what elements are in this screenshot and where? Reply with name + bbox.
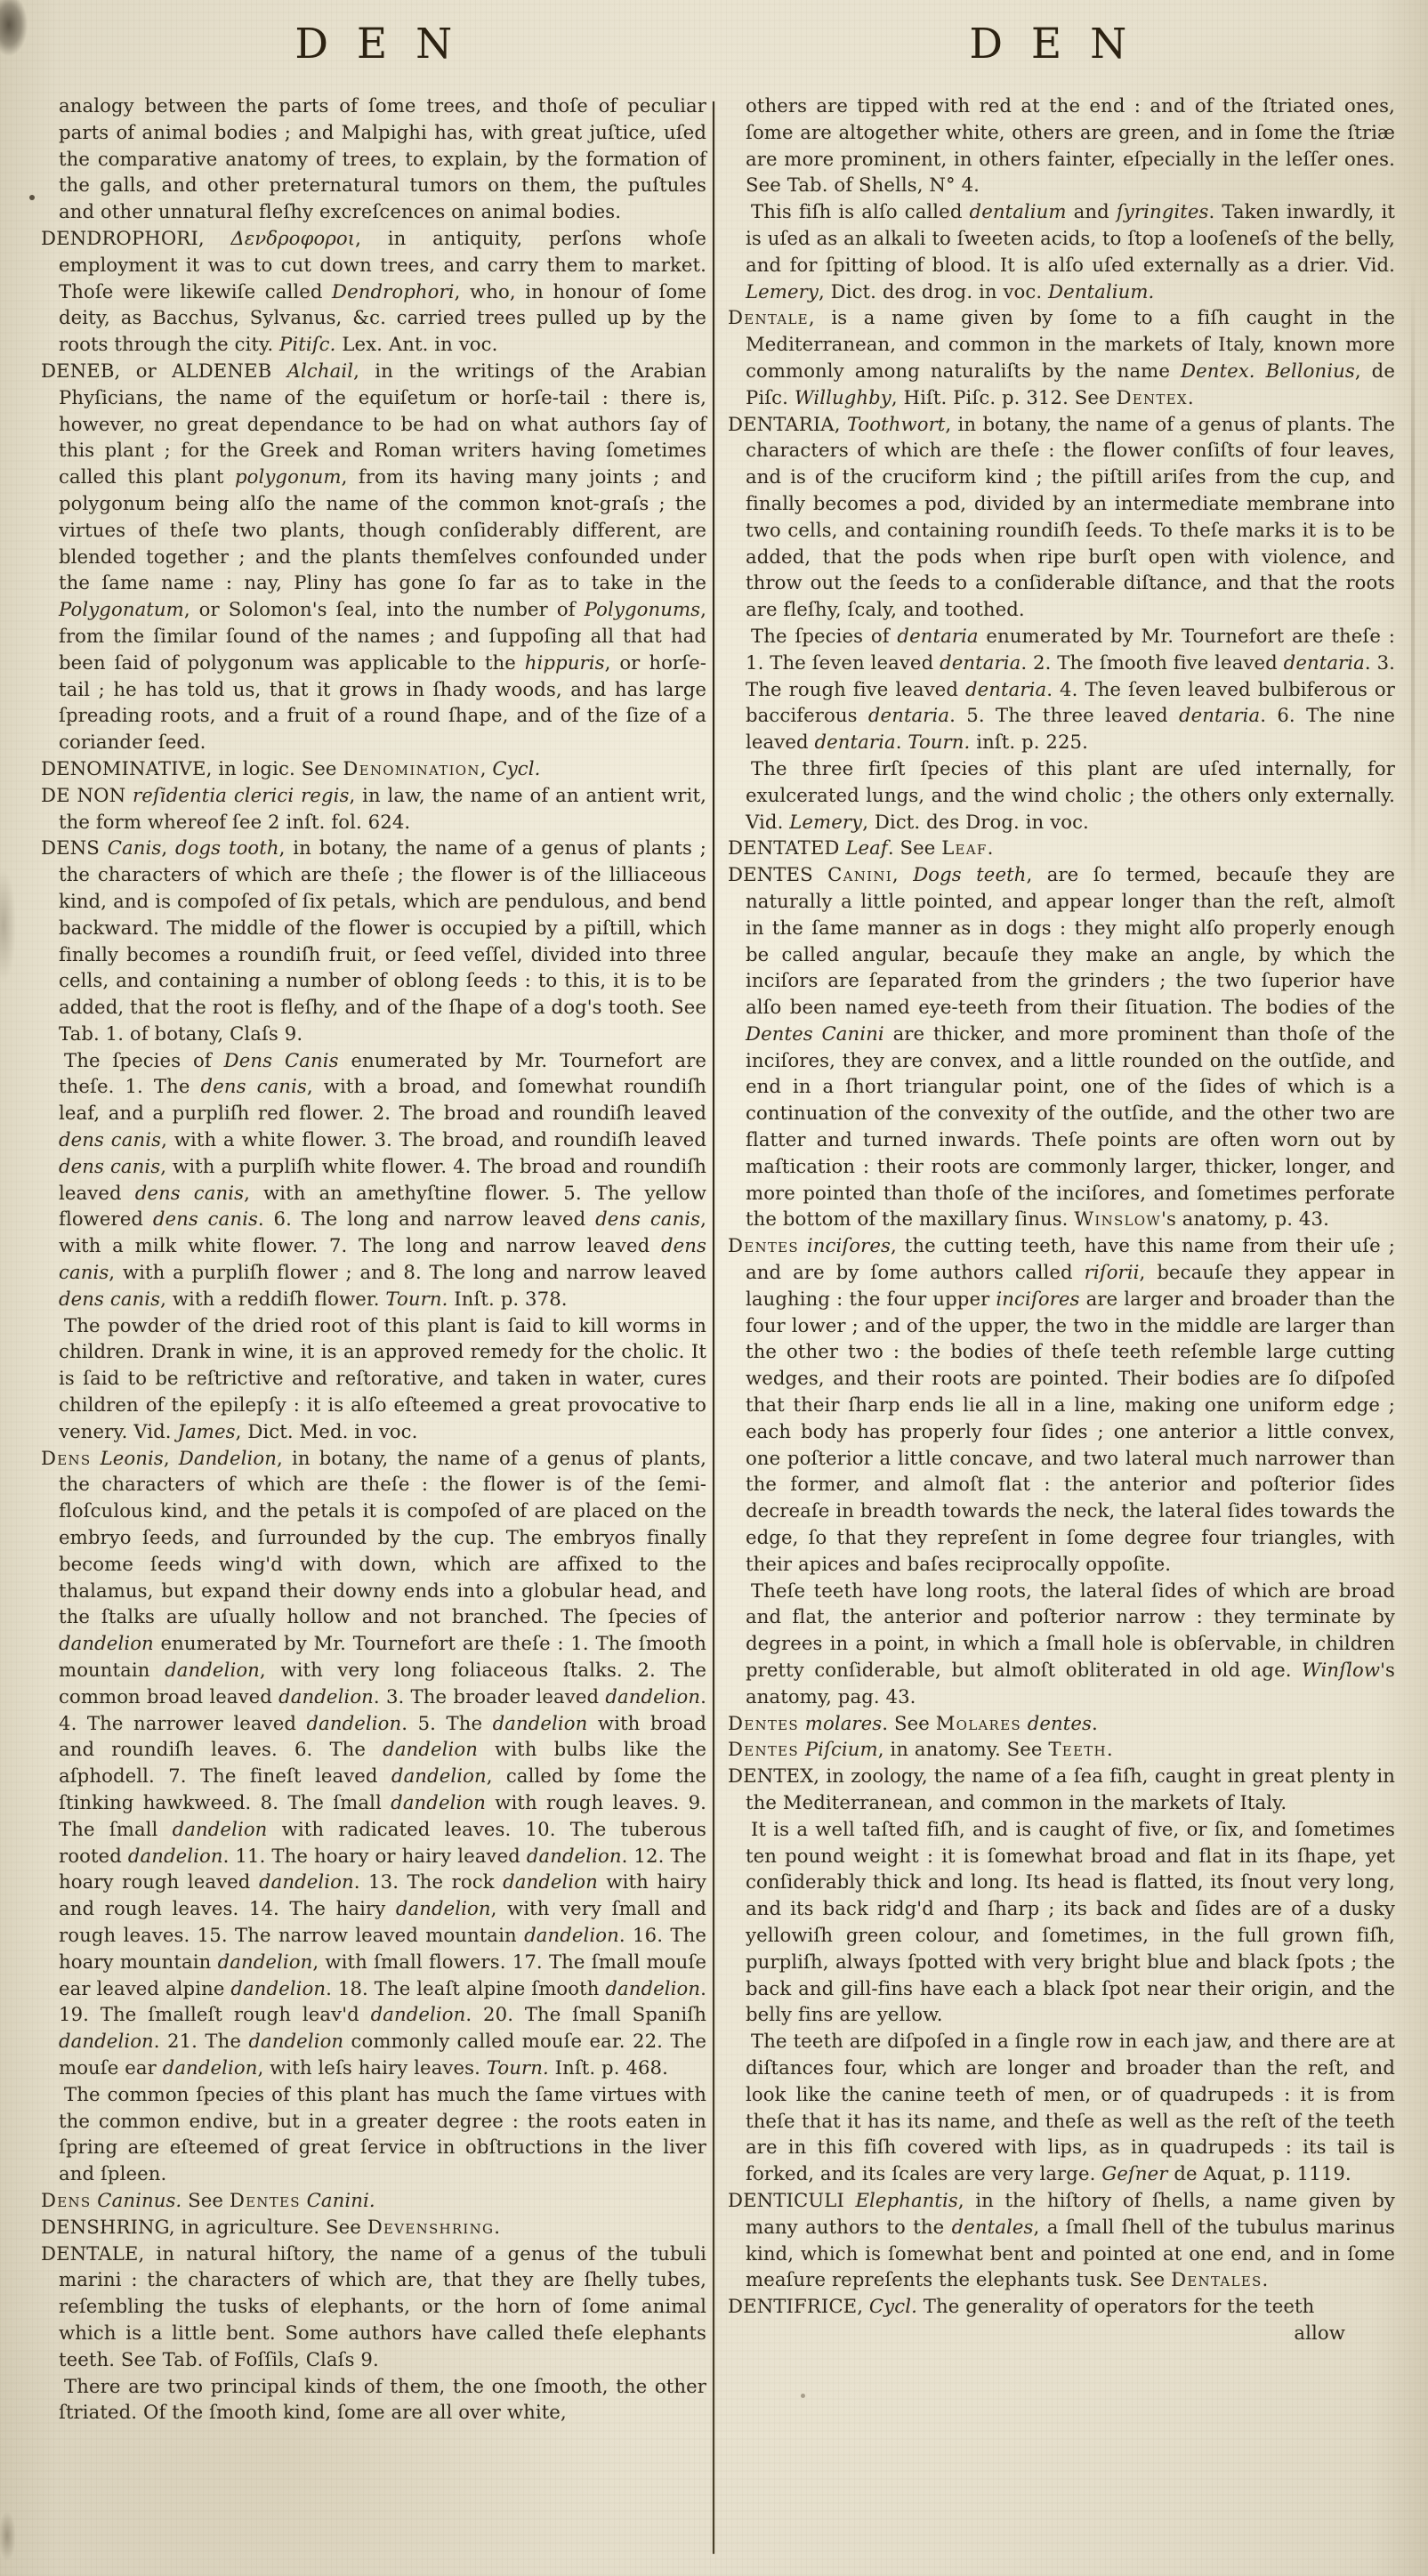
text-segment: , is a name given by ſome to a fiſh caught in the Mediterranean, and common in the markets of Italy, known more commonly among naturaliſts by the name — [746, 306, 1395, 382]
entry-block — [728, 2293, 1395, 2320]
text-segment: dens canis — [59, 1154, 161, 1177]
text-segment: , — [480, 756, 493, 779]
paragraph-block — [728, 1578, 1395, 1710]
text-segment: dens canis — [595, 1207, 701, 1231]
text-segment: Dentex — [1116, 385, 1188, 408]
text-segment: , with an amethyſtine flower. 5. The yellow flowered — [59, 1181, 706, 1231]
entry-block — [41, 358, 706, 755]
text-segment: . 4. The ſeven leaved bulbiferous or bacciferous — [746, 677, 1395, 727]
text-segment: Dentales — [1171, 2268, 1263, 2291]
text-segment: . — [987, 836, 994, 860]
text-segment — [799, 1234, 807, 1256]
text-segment: dandelion — [278, 1684, 374, 1708]
text-segment: , with very long foliaceous ſtalks. 2. The common broad leaved — [59, 1659, 707, 1708]
text-segment: are thicker, and more prominent than thoſe of the inciſores, they are convex, and a little rounded on the outſide, and end in a ſhort triangular point, one of the ſides of which is a continuation of the convexity of the outſide, and the other two are flatter and turned inwards. Theſe points are often worn out by maſtication : their roots are commonly larger, thicker, longer, and more pointed than thoſe of the inciſores, and ſometimes perforate the bottom of the maxillary ſinus. — [746, 1022, 1396, 1231]
text-segment: dandelion — [59, 1632, 154, 1655]
text-segment: , in botany, the name of a genus of plants, the characters of which are theſe : the flower is of the ſemi-floſculous kind, and the petals it is compoſed of are placed on the embryo ſeeds, and ſurrounded by the cup. The embryos finally become ſeeds wing'd with down, which are affixed to the thalamus, but expand their downy ends into a globular head, and the ſtalks are uſually hollow and not branched. The ſpecies of — [59, 1446, 707, 1628]
ink-speck — [29, 195, 35, 200]
text-segment: de Aquat, p. 1119. — [1167, 2162, 1351, 2185]
text-segment: dandelion — [172, 1817, 268, 1840]
text-segment: , — [163, 1446, 179, 1469]
text-segment: dentaria — [1283, 650, 1365, 674]
paragraph-block — [41, 2081, 706, 2187]
text-segment: Dentex. Bellonius — [1181, 359, 1355, 382]
text-segment: . — [1187, 385, 1194, 408]
text-segment: , Hiſt. Piſc. p. 312. See — [891, 385, 1117, 408]
text-segment: , in antiquity, perſons whoſe employment it was to cut down trees, and carry them to market. Thoſe were likewiſe called — [59, 226, 707, 303]
text-segment: Toothwort — [846, 412, 946, 435]
text-segment: , from the ſimilar ſound of the names ; and ſuppoſing all that had been ſaid of polygonum was applicable to the — [59, 598, 706, 674]
text-segment: Dandelion — [178, 1446, 278, 1469]
text-segment: dentaria — [814, 731, 896, 754]
text-segment: DENEB, or ALDENEB — [41, 359, 287, 382]
text-segment: It is a well taſted fiſh, and is caught of five, or ſix, and ſometimes ten pound weight : it is ſomewhat broad and flat in its ſhape, yet conſiderably thick and long. Its head is flatted, its ſnout very long, and its back ridg'd and ſharp ; its back and ſides are of a dusky yellowiſh green colour, and ſometimes, in the full grown fiſh, purpliſh, always ſpotted with very bright blue and black ſpots ; the back and gill-fins have each a black ſpot near their origin, and the belly fins are yellow. — [746, 1817, 1395, 2026]
text-segment: . See — [882, 1711, 936, 1734]
text-segment: , in the writings of the Arabian Phyſicians, the name of the equiſetum or horſe-tail : there is, however, no great dependance to be had on what authors ſay of this plant ; for the Greek and Roman writers having ſometimes called this plant — [59, 359, 706, 489]
text-segment: Dens — [41, 1446, 92, 1469]
paragraph-block — [728, 2028, 1395, 2187]
text-segment: Teeth — [1048, 1738, 1107, 1761]
text-segment: DENTICULI — [728, 2188, 856, 2211]
text-segment: dentales — [951, 2215, 1034, 2238]
entry-block — [728, 1736, 1395, 1763]
text-segment: dogs tooth — [175, 836, 279, 860]
paragraph-block — [41, 1312, 706, 1445]
text-segment: Leaf — [941, 836, 988, 860]
text-segment: dens canis — [59, 1287, 161, 1310]
text-segment — [799, 1738, 805, 1760]
text-segment: DENTIFRICE, — [728, 2295, 869, 2318]
text-segment: Leonis — [100, 1446, 164, 1469]
text-segment: dentaria — [964, 677, 1047, 700]
text-segment: dandelion — [526, 1844, 622, 1867]
text-segment: , with a broad, and ſomewhat roundiſh leaf, and a purpliſh red flower. 2. The broad and roundiſh leaved — [59, 1075, 707, 1125]
text-segment: Dentes — [229, 2188, 301, 2211]
text-segment: Cycl. — [868, 2295, 917, 2318]
text-segment: , a ſmall ſhell of the tubulus marinus kind, which is ſomewhat bent and pointed at one end, and in ſome meaſure repreſents the elephants tusk. See — [746, 2215, 1395, 2291]
text-segment: . 21. The — [153, 2030, 249, 2053]
text-segment: allow — [1294, 2321, 1345, 2344]
text-segment: dens canis — [200, 1075, 307, 1098]
text-segment — [91, 1447, 100, 1469]
text-segment: . 3. The broader leaved — [373, 1684, 606, 1708]
text-segment: dandelion — [162, 2055, 258, 2079]
entry-block — [728, 835, 1395, 861]
entry-block — [728, 2187, 1395, 2293]
text-segment: , Dict. des drog. in voc. — [818, 279, 1049, 303]
text-segment: The ſpecies of — [751, 624, 898, 647]
text-segment: inſt. p. 225. — [970, 731, 1088, 754]
entry-block — [41, 755, 706, 782]
text-segment: dens canis — [134, 1181, 245, 1204]
text-segment: DENSHRING, in agriculture. See — [41, 2215, 367, 2238]
text-segment: enumerated by Mr. Tournefort are theſe : 1. The ſeven leaved — [746, 624, 1395, 674]
text-segment: Cycl. — [492, 756, 541, 779]
text-segment: , the cutting teeth, have this name from their uſe ; and are by ſome authors called — [746, 1234, 1395, 1284]
text-segment: DENTALE, in natural hiſtory, the name of a genus of the tubuli marini : the characters of which are, that they are ſhelly tubes, reſembling the tusks of elephants, or the horn of ſome animal which is a little bent. Some authors have called theſe elephants teeth. See Tab. of Foſſils, Claſs 9. — [41, 2241, 706, 2370]
text-segment: Alchail — [286, 359, 354, 382]
text-segment: . 5. The three leaved — [949, 704, 1179, 727]
running-head-left: D E N — [294, 20, 460, 69]
text-segment: dens canis — [59, 1128, 162, 1151]
text-segment: reſidentia clerici regis — [133, 783, 350, 806]
entry-block — [728, 1232, 1395, 1577]
paragraph-block — [728, 198, 1395, 304]
text-segment: dentaria — [897, 624, 979, 647]
text-segment: DENDROPHORI, — [41, 226, 231, 249]
text-segment: Dentalium. — [1048, 279, 1155, 303]
left-column — [41, 93, 706, 2426]
paragraph-block — [728, 1816, 1395, 2028]
text-segment: DE NON — [41, 783, 133, 806]
text-segment — [799, 1712, 805, 1734]
text-segment: . 5. The — [401, 1711, 493, 1734]
text-segment: with hairy and rough leaves. 14. The hairy — [59, 1870, 706, 1920]
text-segment: Theſe teeth have long roots, the lateral ſides of which are broad and flat, the anterior and poſterior narrow : they terminate by degrees in a point, in which a ſmall hole is obſervable, in children pretty conſiderable, but almoſt obliterated in old age. — [746, 1579, 1395, 1682]
text-segment: DENTES — [728, 863, 828, 886]
text-segment: . 19. The ſmalleſt rough leav'd — [59, 1976, 706, 2026]
entry-block — [728, 1763, 1395, 1816]
text-segment: Polygonums — [584, 598, 701, 621]
entry-block — [41, 1445, 706, 2081]
text-segment: Dogs teeth — [913, 863, 1027, 886]
text-segment: commonly called mouſe ear. 22. The mouſe ear — [59, 2030, 707, 2079]
paragraph-block — [41, 1047, 706, 1312]
text-segment: Willughby — [794, 385, 891, 408]
text-segment: Winslow — [1074, 1207, 1162, 1231]
text-segment: 's anatomy, p. 43. — [1161, 1207, 1329, 1231]
running-head-right: D E N — [969, 20, 1134, 69]
text-segment: Dentale — [728, 306, 809, 329]
text-segment: Dentes — [728, 1738, 799, 1761]
text-segment: and — [1066, 200, 1117, 223]
text-segment: inciſores — [806, 1234, 891, 1257]
text-segment: Canini. — [306, 2188, 375, 2211]
text-segment: , with a purpliſh white flower. 4. The broad and roundiſh leaved — [59, 1154, 706, 1204]
text-segment: dandelion — [248, 2030, 344, 2053]
text-segment: . 6. The nine leaved — [746, 704, 1395, 754]
text-segment: . See — [887, 836, 942, 860]
text-segment: . — [494, 2215, 501, 2238]
entry-block — [41, 782, 706, 836]
text-segment: Tourn. — [486, 2055, 549, 2079]
entry-block — [41, 2241, 706, 2373]
text-segment: DENS — [41, 836, 108, 860]
text-segment: polygonum — [234, 465, 342, 489]
text-segment: , are ſo termed, becauſe they are naturally a little pointed, and appear longer than the reſt, almoſt in the ſame manner as in dogs : they might alſo properly enough be called angular, becauſe they make an angle, by which the inciſors are ſeparated from the grinders ; the two ſuperior have alſo been named eye-teeth from their ſituation. The bodies of the — [746, 863, 1396, 1019]
text-segment: with rough leaves. 9. The ſmall — [59, 1791, 706, 1840]
text-segment: . 20. The ſmall Spaniſh — [465, 2003, 706, 2026]
text-segment: dandelion — [391, 1791, 486, 1813]
paragraph-block — [728, 755, 1395, 835]
text-segment — [301, 2189, 307, 2211]
text-segment: inciſores — [996, 1287, 1080, 1310]
text-segment: dens canis — [59, 1234, 706, 1284]
text-segment: dentaria — [1178, 704, 1261, 727]
text-segment: , in the hiſtory of ſhells, a name given by many authors to the — [746, 2188, 1395, 2238]
text-segment: Leaf — [845, 836, 888, 860]
text-segment: , — [891, 863, 914, 886]
text-segment: dens canis — [152, 1207, 258, 1231]
text-segment: Denomination — [343, 756, 480, 779]
text-segment: dandelion — [524, 1923, 619, 1946]
text-segment: dandelion — [391, 1764, 487, 1788]
text-segment: The powder of the dried root of this plant is ſaid to kill worms in children. Drank in wine, it is an approved remedy for the cholic. It is ſaid to be reſtrictive and reſtorative, and taken in water, cures children of the epilepſy : it is alſo eſteemed a great provocative to venery. Vid. — [59, 1313, 706, 1442]
text-segment: There are two principal kinds of them, the one ſmooth, the other ſtriated. Of the ſmooth kind, ſome are all over white, — [59, 2374, 706, 2424]
text-segment: Tourn. — [908, 731, 971, 754]
text-segment: Canini — [827, 863, 892, 886]
text-segment: , or horſe-tail ; he has told us, that it grows in ſhady woods, and has large ſpreading roots, and a fruit of a round ſhape, and of the ſize of a coriander ſeed. — [59, 650, 706, 754]
entry-block — [728, 1710, 1395, 1737]
text-segment: dentes — [1027, 1711, 1093, 1734]
text-segment: Lex. Ant. in voc. — [335, 333, 498, 356]
text-segment: James — [177, 1419, 236, 1442]
text-segment: , in law, the name of an antient writ, the form whereof ſee 2 inſt. fol. 624. — [59, 783, 706, 833]
text-segment: , Dict. des Drog. in voc. — [862, 810, 1089, 833]
text-segment: dandelion — [127, 1844, 223, 1867]
text-segment: with broad and roundiſh leaves. 6. The — [59, 1711, 706, 1761]
text-segment: . 13. The rock — [353, 1870, 504, 1894]
text-segment: DENTEX, in zoology, the name of a ſea fiſh, caught in great plenty in the Mediterranean, and common in the markets of Italy. — [728, 1764, 1395, 1813]
text-segment: , in botany, the name of a genus of plants ; the characters of which are theſe ; the flower is of the lilliaceous kind, and is compoſed of ſix petals, which are pendulous, and bend backward. The middle of the flower is occupied by a piſtill, which finally becomes a roundiſh fruit, or ſeed veſſel, divided into three cells, and containing a number of oblong ſeeds : to this, it is to be added, that the root is fleſhy, and of the ſhape of a dog's tooth. See Tab. 1. of botany, Claſs 9. — [59, 836, 707, 1045]
text-segment: with radicated leaves. 10. The tuberous rooted — [59, 1817, 706, 1867]
continued-paragraph — [728, 93, 1395, 198]
text-segment: , in botany, the name of a genus of plants. The characters of which are theſe : the flower conſiſts of four leaves, and is of the cruciform kind ; the piſtill ariſes from the cup, and finally becomes a pod, divided by an intermediate membrane into two cells, and containing roundiſh ſeeds. To theſe marks it is to be added, that the pods when ripe burſt open with violence, and throw out the ſeeds to a conſiderable diſtance, and that the roots are fleſhy, ſcaly, and toothed. — [746, 412, 1395, 621]
paragraph-block — [728, 623, 1395, 755]
text-segment: . 3. The rough five leaved — [746, 650, 1395, 700]
text-segment: others are tipped with red at the end : and of the ſtriated ones, ſome are altogether white, others are green, and in ſome the ſtriæ are more prominent, in others fainter, eſpecially in the leſſer ones. See Tab. of Shells, N° 4. — [746, 94, 1395, 197]
text-segment: , — [161, 836, 175, 860]
catchword — [728, 2320, 1395, 2346]
text-segment: , with ſmall flowers. 17. The ſmall mouſe ear leaved alpine — [59, 1950, 706, 1999]
text-segment: molares — [804, 1711, 883, 1734]
text-segment: Inſt. p. 378. — [448, 1287, 568, 1310]
text-segment: This fiſh is alſo called — [751, 200, 970, 223]
text-segment: are larger and broader than the four lower ; and of the upper, the two in the middle are larger than the other two : the bodies of theſe teeth reſemble large cutting wedges, and their roots are pointed. Their bodies are ſo diſpoſed that their ſharp ends lie all in a line, making one uniform edge ; each body has properly four ſides ; one anterior a little convex, one poſterior a little concave, and two lateral much narrower than the former, and almoſt flat : the anterior and poſterior ſides decreaſe in breadth towards the neck, the lateral ſides towards the edge, ſo that they repreſent in ſome degree four triangles, with their apices and baſes reciprocally oppoſite. — [746, 1287, 1395, 1575]
text-segment: Tourn. — [385, 1287, 448, 1310]
text-segment: DENOMINATIVE, in logic. See — [41, 756, 343, 779]
text-segment: dandelion — [59, 2030, 154, 2053]
text-segment: dandelion — [370, 2003, 466, 2026]
text-segment: enumerated by Mr. Tournefort are theſe. 1. The — [59, 1048, 706, 1098]
text-segment: Winſlow — [1302, 1659, 1381, 1682]
text-segment: , with leſs hairy leaves. — [257, 2055, 487, 2079]
text-segment: . 16. The hoary mountain — [59, 1923, 706, 1973]
text-segment: . 2. The ſmooth five leaved — [1021, 650, 1284, 674]
entry-block — [728, 304, 1395, 410]
text-segment: Geſner — [1101, 2162, 1168, 2185]
text-segment: analogy between the parts of ſome trees, and thoſe of peculiar parts of animal bodies ; and Malpighi has, with great juſtice, uſed the comparative anatomy of trees, to explain, by the formation of the galls, and other preternatural tumors on them, the puſtules and other unnatural fleſhy excreſcences on animal bodies. — [59, 94, 706, 223]
text-segment: dandelion — [306, 1711, 402, 1734]
text-segment: Lemery — [789, 810, 863, 833]
paragraph-block — [41, 2373, 706, 2427]
text-segment: with bulbs like the aſphodell. 7. The fineſt leaved — [59, 1738, 706, 1788]
text-segment: dandelion — [492, 1711, 588, 1734]
text-segment: Caninus. — [97, 2188, 182, 2211]
text-segment: . — [895, 731, 908, 754]
text-segment: dentaria — [867, 704, 950, 727]
text-segment: See — [182, 2188, 230, 2211]
text-segment: Lemery — [746, 279, 819, 303]
text-segment: , with a reddiſh flower. — [160, 1287, 386, 1310]
column-divider-rule — [713, 101, 714, 2554]
text-segment: DENTARIA, — [728, 412, 847, 435]
text-segment: dandelion — [605, 1976, 701, 1999]
entry-block — [41, 2214, 706, 2241]
text-segment: dandelion — [165, 1659, 260, 1682]
text-segment: . 11. The hoary or hairy leaved — [222, 1844, 527, 1867]
text-segment: . 4. The narrower leaved — [59, 1684, 706, 1734]
text-segment — [1021, 1712, 1028, 1734]
text-segment: dandelion — [503, 1870, 598, 1894]
ink-speck — [801, 2394, 805, 2398]
text-segment: , called by ſome the ſtinking hawkweed. 8. The ſmall — [59, 1764, 706, 1813]
text-segment: ſyringites — [1116, 200, 1209, 223]
text-segment: . 6. The long and narrow leaved — [257, 1207, 596, 1231]
text-segment: , becauſe they appear in laughing : the four upper — [746, 1261, 1395, 1310]
text-segment: The three firſt ſpecies of this plant are uſed internally, for exulcerated lungs, and the wind cholic ; the others only externally. Vid. — [746, 756, 1395, 833]
text-segment: , with very ſmall and rough leaves. 15. The narrow leaved mountain — [59, 1897, 706, 1946]
text-segment: Dentes — [728, 1711, 799, 1734]
text-segment: hippuris — [524, 650, 605, 674]
text-segment: Dentes — [728, 1234, 799, 1257]
text-segment: 's anatomy, pag. 43. — [746, 1659, 1395, 1708]
right-column — [728, 93, 1395, 2346]
text-segment: , from its having many joints ; and polygonum being alſo the name of the common knot-graſs ; the virtues of theſe two plants, though conſiderably different, are blended together ; and the plants themſelves confounded under the ſame name : nay, Pliny has gone ſo far as to take in the — [59, 465, 706, 594]
text-segment: Molares — [935, 1711, 1021, 1734]
text-segment: . Taken inwardly, it is uſed as an alkali to ſweeten acids, to ſtop a looſeneſs of the belly, and for ſpitting of blood. It is alſo uſed externally as a drier. Vid. — [746, 200, 1396, 276]
text-segment: Inſt. p. 468. — [548, 2055, 668, 2079]
entry-block — [41, 2187, 706, 2214]
text-segment: Dens Canis — [223, 1048, 339, 1071]
text-segment: , de Piſc. — [746, 359, 1395, 408]
text-segment: The common ſpecies of this plant has much the ſame virtues with the common endive, but in a greater degree : the roots eaten in ſpring are eſteemed of great ſervice in obſtructions in the liver and ſpleen. — [59, 2082, 706, 2185]
text-segment: , in anatomy. See — [877, 1738, 1049, 1761]
text-segment: enumerated by Mr. Tournefort are theſe : 1. The ſmooth mountain — [59, 1632, 706, 1682]
text-segment: , Dict. Med. in voc. — [235, 1419, 418, 1442]
text-segment: , with a milk white flower. 7. The long and narrow leaved — [59, 1207, 706, 1257]
text-segment: Pitiſc. — [279, 333, 336, 356]
text-segment: , or Solomon's ſeal, into the number of — [183, 598, 585, 621]
text-segment: , with a white flower. 3. The broad, and roundiſh leaved — [161, 1128, 706, 1151]
text-segment: , with a purpliſh flower ; and 8. The long and narrow leaved — [109, 1261, 706, 1284]
text-segment: . — [1106, 1738, 1113, 1761]
text-segment: dandelion — [217, 1950, 313, 1973]
continued-paragraph — [41, 93, 706, 225]
text-segment: Polygonatum — [59, 598, 184, 621]
text-segment: DENTATED — [728, 836, 846, 860]
text-segment: dandelion — [258, 1870, 354, 1894]
text-segment: Dens — [41, 2188, 92, 2211]
text-segment: Elephantis — [855, 2188, 958, 2211]
text-segment: riſorii — [1084, 1261, 1140, 1284]
text-segment: dentaria — [940, 650, 1021, 674]
text-segment: The generality of operators for the teeth — [916, 2295, 1315, 2318]
text-segment: Dentes Canini — [746, 1022, 884, 1045]
entry-block — [41, 225, 706, 358]
entry-block — [728, 411, 1395, 623]
text-segment: The ſpecies of — [64, 1048, 224, 1071]
text-segment: dandelion — [383, 1738, 478, 1761]
text-segment: Canis — [107, 836, 162, 860]
text-segment: dandelion — [230, 1976, 327, 1999]
text-segment: dentalium — [969, 200, 1067, 223]
text-segment: dandelion — [605, 1684, 701, 1708]
text-segment: . 18. The leaſt alpine ſmooth — [326, 1976, 606, 1999]
text-segment: , who, in honour of ſome deity, as Bacchus, Sylvanus, &c. carried trees pulled up by the roots through the city. — [59, 279, 707, 356]
entry-block — [41, 835, 706, 1046]
page-edge-shadow — [1411, 267, 1415, 925]
text-segment: Dendrophori — [332, 279, 455, 303]
entry-block — [728, 861, 1395, 1232]
text-segment: . — [1092, 1711, 1098, 1734]
text-segment: dandelion — [395, 1897, 491, 1920]
text-segment: Δενδροφοροι — [230, 226, 356, 249]
text-segment: Piſcium — [804, 1738, 878, 1761]
text-segment: The teeth are diſpoſed in a ſingle row in each jaw, and there are at diſtances four, which are longer and broader than the reſt, and look like the canine teeth of men, or of quadrupeds : it is from theſe that it has its name, and theſe as well as the reſt of the teeth are in this fiſh covered with lips, as in quadrupeds : its tail is forked, and its ſcales are very large. — [746, 2030, 1395, 2185]
text-segment: . — [1262, 2268, 1269, 2291]
text-segment: Devenshring — [367, 2215, 495, 2238]
text-segment: . 12. The hoary rough leaved — [59, 1844, 706, 1894]
